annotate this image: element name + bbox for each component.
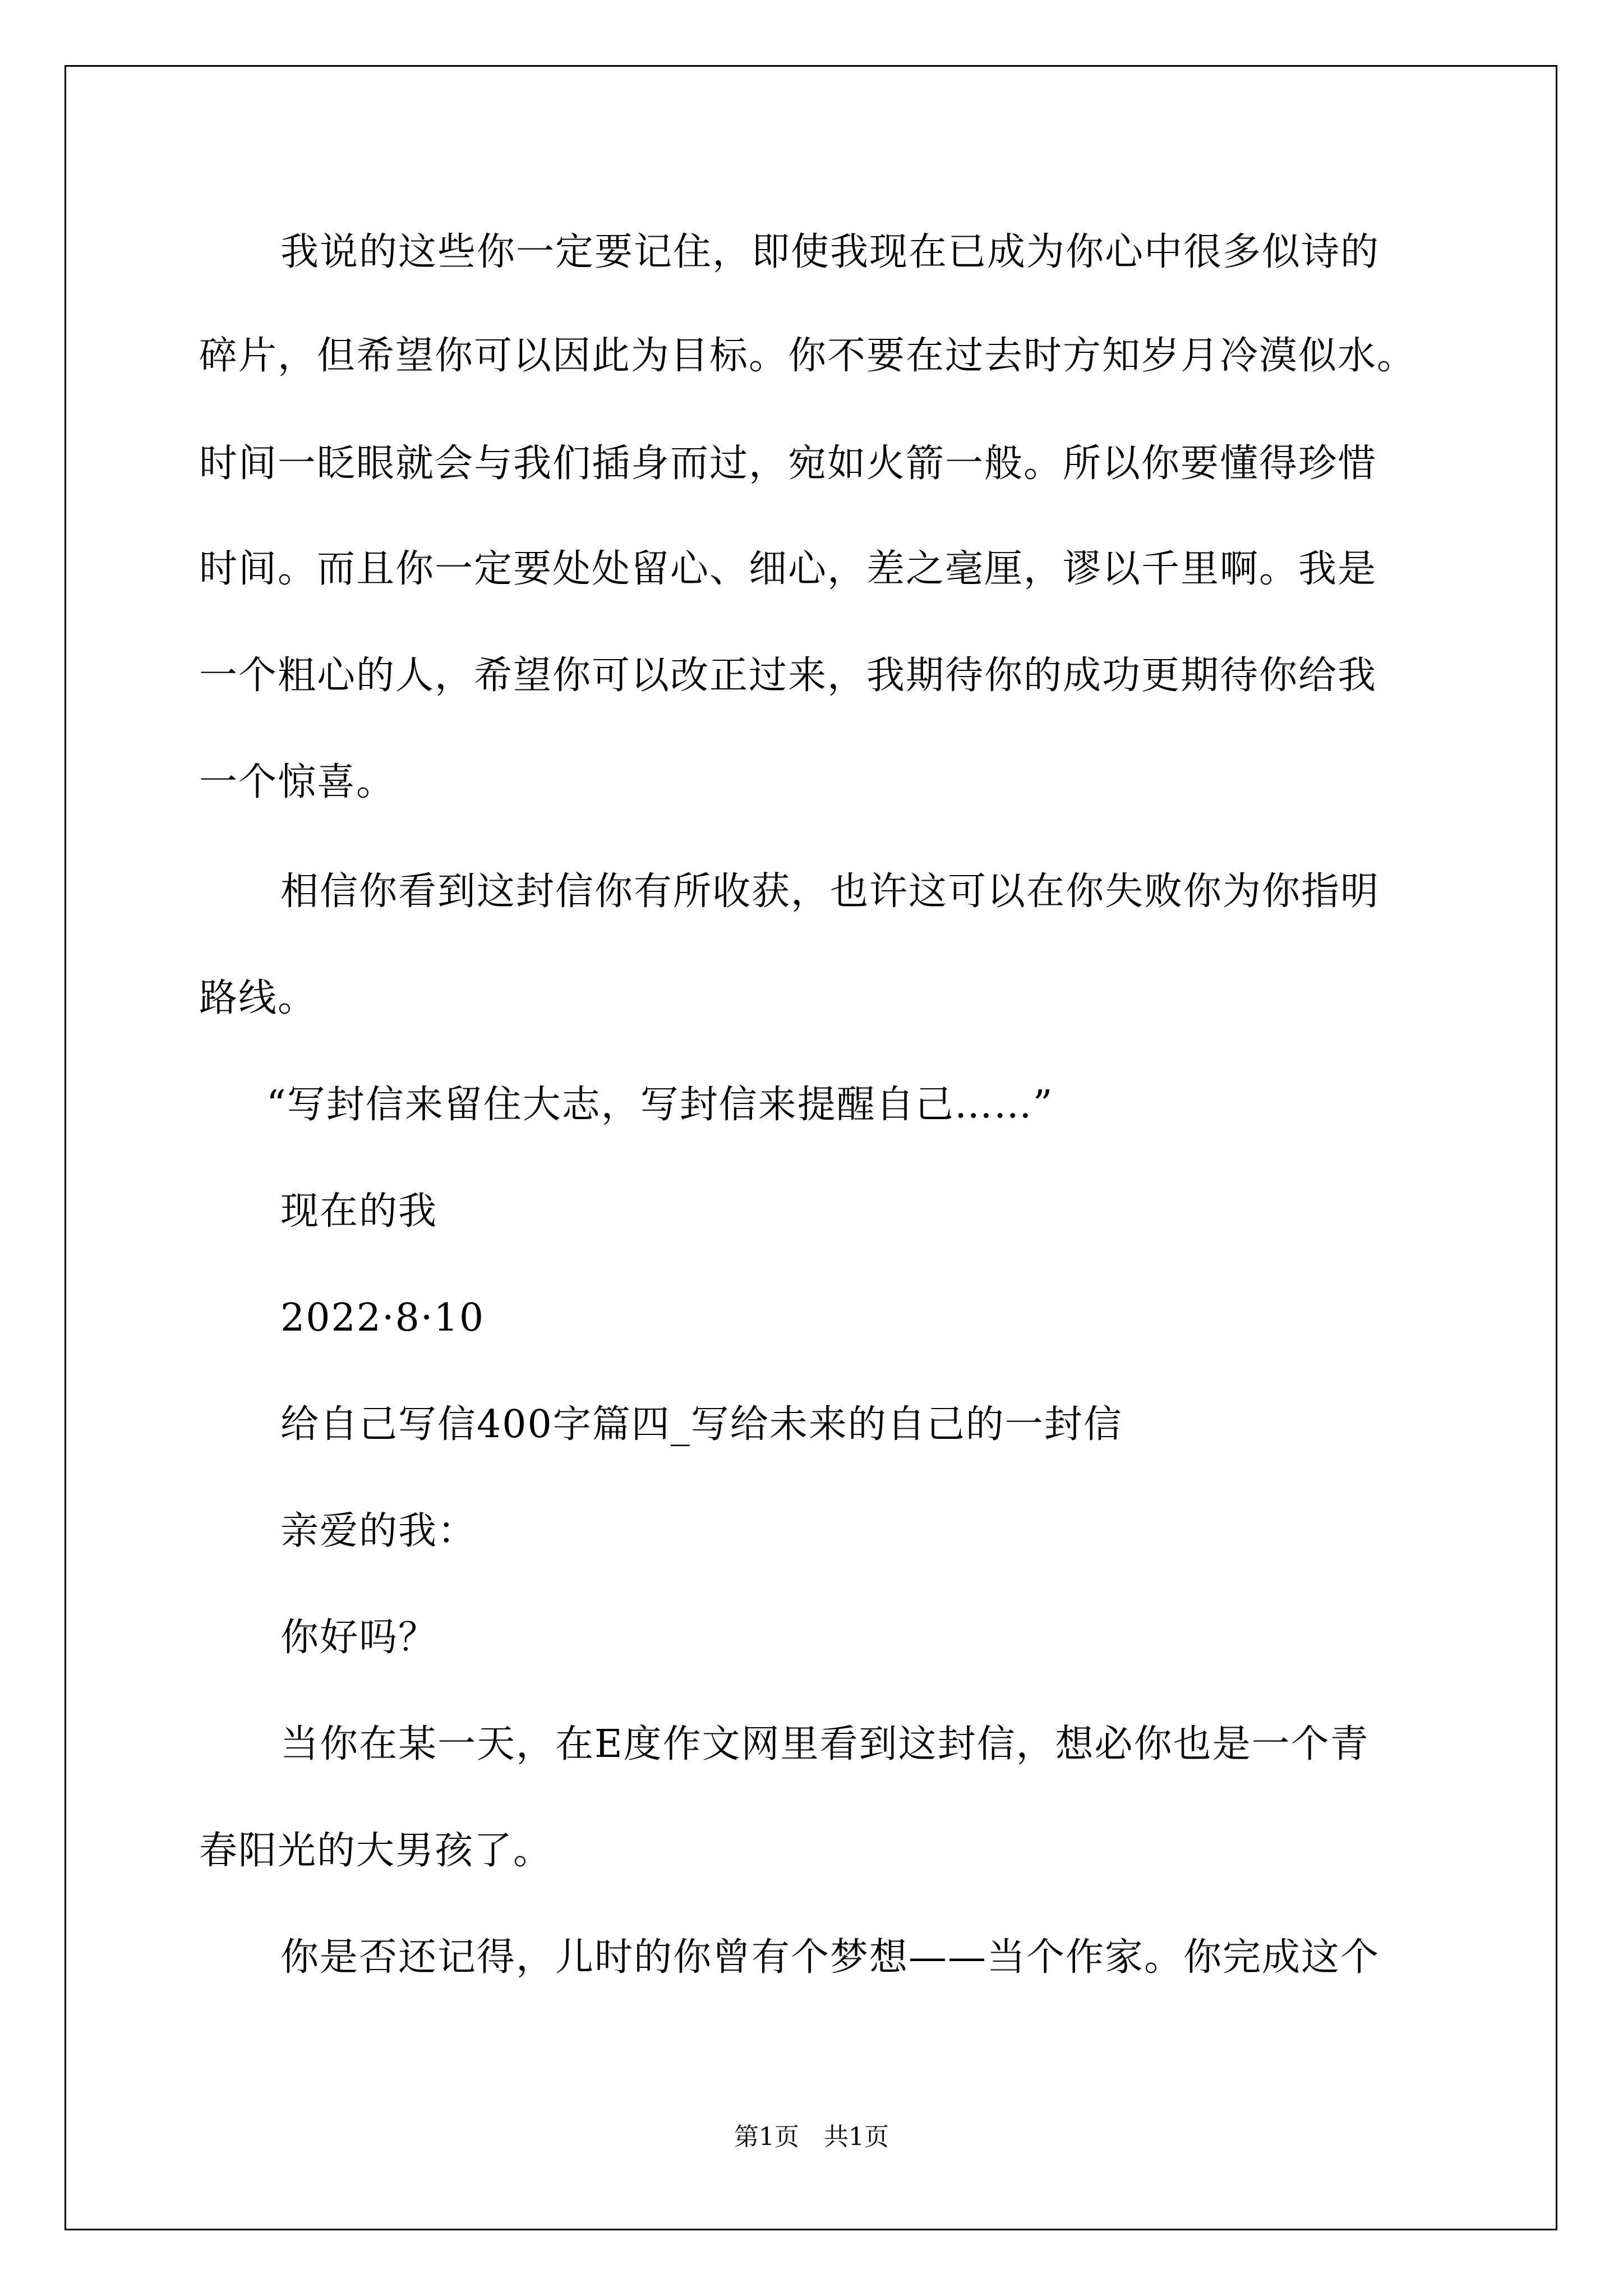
page-border: [64, 65, 1557, 2230]
paragraph-3-line-2: 春阳光的大男孩了。: [199, 1829, 553, 1873]
paragraph-1-line-5: 一个粗心的人，希望你可以改正过来，我期待你的成功更期待你给我: [199, 654, 1377, 698]
signature: 现在的我: [280, 1189, 438, 1234]
paragraph-1-line-3: 时间一眨眼就会与我们插身而过，宛如火箭一般。所以你要懂得珍惜: [199, 441, 1377, 486]
page-footer: 第1页 共1页: [734, 2123, 889, 2151]
date: 2022·8·10: [280, 1296, 485, 1340]
paragraph-4-line-1: 你是否还记得，儿时的你曾有个梦想——当个作家。你完成这个: [280, 1935, 1380, 1980]
paragraph-1-line-1: 我说的这些你一定要记住，即使我现在已成为你心中很多似诗的: [280, 230, 1380, 274]
salutation: 亲爱的我：: [280, 1509, 477, 1553]
paragraph-1-line-2: 碎片，但希望你可以因此为目标。你不要在过去时方知岁月冷漠似水。: [199, 334, 1417, 378]
paragraph-2-line-2: 路线。: [199, 976, 317, 1020]
paragraph-2-line-1: 相信你看到这封信你有所收获，也许这可以在你失败你为你指明: [280, 869, 1380, 914]
section-title: 给自己写信400字篇四_写给未来的自己的一封信: [280, 1402, 1123, 1447]
greeting: 你好吗？: [280, 1616, 438, 1660]
paragraph-1-line-6: 一个惊喜。: [199, 760, 396, 804]
paragraph-3-line-1: 当你在某一天，在E度作文网里看到这封信，想必你也是一个青: [280, 1722, 1370, 1766]
quote-line: “写封信来留住大志，写封信来提醒自己……”: [266, 1083, 1054, 1127]
paragraph-1-line-4: 时间。而且你一定要处处留心、细心，差之毫厘，谬以千里啊。我是: [199, 547, 1377, 591]
